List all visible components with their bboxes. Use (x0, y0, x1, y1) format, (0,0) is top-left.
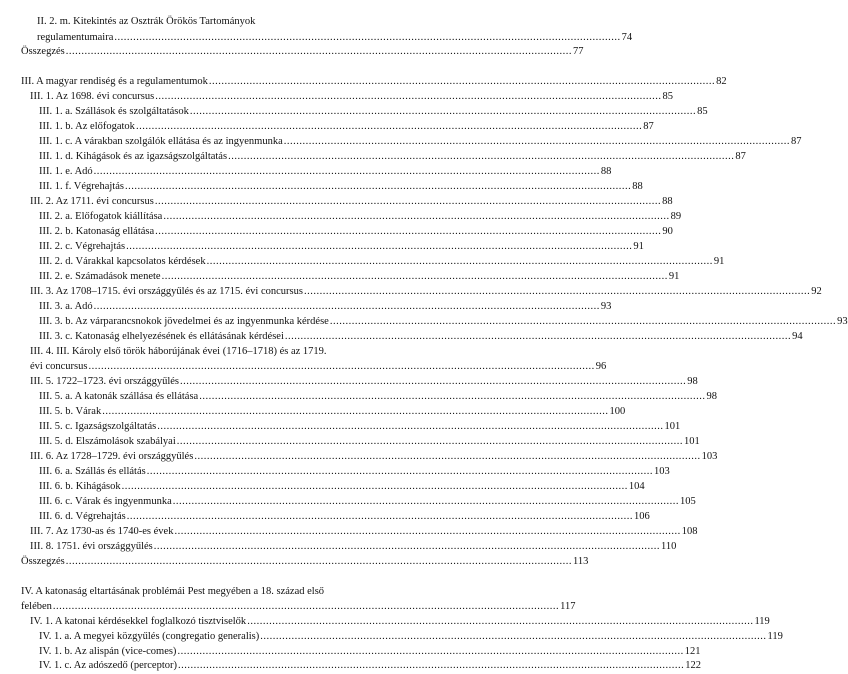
toc-entry-title: IV. A katonaság eltartásának problémái Pest megyében a 18. század első (21, 586, 325, 597)
toc-entry (0, 44, 584, 60)
toc-entry-page: 74 (621, 32, 633, 43)
toc-entry (0, 194, 673, 210)
toc-entry-title: IV. 1. b. Az alispán (vice-comes) (39, 646, 177, 657)
toc-entry (0, 149, 746, 165)
toc-leader-dots: .................................................................................................................................................................. (124, 181, 632, 192)
toc-entry-title: évi concursus (30, 361, 88, 372)
toc-leader-dots: .................................................................................................................................................................. (329, 316, 837, 327)
toc-entry (0, 119, 654, 135)
toc-leader-dots: .................................................................................................................................................................. (155, 91, 662, 102)
toc-leader-dots: .................................................................................................................................................................. (154, 196, 662, 207)
toc-leader-dots: .................................................................................................................................................................. (284, 331, 792, 342)
toc-entry (0, 224, 673, 240)
toc-leader-dots: .................................................................................................................................................................. (174, 526, 681, 537)
toc-leader-dots: .................................................................................................................................................................. (260, 631, 767, 642)
toc-leader-dots: .................................................................................................................................................................. (208, 76, 716, 87)
toc-leader-dots: .................................................................................................................................................................. (146, 466, 653, 477)
toc-entry (0, 104, 708, 120)
toc-entry-title: felében (21, 601, 52, 612)
toc-entry (0, 554, 589, 570)
toc-entry-title: III. A magyar rendiség és a regulamentumok (21, 76, 208, 87)
toc-entry-title: III. 1. f. Végrehajtás (39, 181, 124, 192)
toc-entry-title: III. 2. d. Várakkal kapcsolatos kérdések (39, 256, 206, 267)
toc-entry-page: 89 (670, 211, 682, 222)
toc-entry-title: III. 3. c. Katonaság elhelyezésének és ellátásának kérdései (39, 331, 284, 342)
toc-leader-dots: .................................................................................................................................................................. (176, 436, 683, 447)
toc-entry-title: III. 6. c. Várak és ingyenmunka (39, 496, 172, 507)
toc-entry-page: 91 (633, 241, 644, 252)
toc-entry (0, 14, 470, 30)
toc-entry (0, 269, 680, 285)
toc-entry-page: 85 (662, 91, 673, 102)
toc-entry-title: III. 5. d. Elszámolások szabályai (39, 436, 176, 447)
toc-leader-dots: .................................................................................................................................................................. (155, 226, 662, 237)
toc-leader-dots: .................................................................................................................................................................. (65, 46, 572, 57)
toc-leader-dots: .................................................................................................................................................................. (153, 541, 661, 552)
toc-entry-page: 103 (653, 466, 670, 477)
toc-leader-dots: .................................................................................................................................................................. (65, 556, 572, 567)
toc-leader-dots: .................................................................................................................................................................. (121, 481, 628, 492)
toc-entry (0, 344, 470, 360)
toc-entry-page: 119 (754, 616, 770, 627)
toc-entry-title: III. 3. Az 1708–1715. évi országgyűlés és az 1715. évi concursus (30, 286, 303, 297)
toc-entry (0, 599, 576, 615)
toc-entry-page: 92 (811, 286, 822, 297)
toc-entry-page: 88 (632, 181, 643, 192)
toc-leader-dots: .................................................................................................................................................................. (283, 136, 790, 147)
toc-leader-dots: .................................................................................................................................................................. (194, 451, 701, 462)
toc-entry (0, 479, 645, 495)
toc-entry-page: 103 (701, 451, 718, 462)
toc-entry (0, 89, 673, 105)
toc-entry-title: III. 5. b. Várak (39, 406, 102, 417)
toc-entry (0, 449, 718, 465)
toc-entry-page: 117 (560, 601, 576, 612)
toc-entry (0, 239, 644, 255)
toc-entry (0, 209, 682, 225)
toc-leader-dots: .................................................................................................................................................................. (157, 421, 664, 432)
toc-entry (0, 329, 803, 345)
toc-entry (0, 164, 612, 180)
toc-leader-dots: .................................................................................................................................................................. (247, 616, 754, 627)
toc-leader-dots: .................................................................................................................................................................. (161, 271, 668, 282)
toc-entry-title: III. 3. b. Az várparancsnokok jövedelmei és az ingyenmunka kérdése (39, 316, 329, 327)
toc-entry-title: III. 4. III. Károly első török háborújának évei (1716–1718) és az 1719. (30, 346, 327, 357)
toc-entry-page: 88 (662, 196, 673, 207)
toc-entry (0, 464, 670, 480)
toc-entry (0, 494, 696, 510)
toc-entry-page: 104 (628, 481, 645, 492)
toc-leader-dots: .................................................................................................................................................................. (178, 660, 685, 671)
toc-entry-page: 87 (735, 151, 746, 162)
toc-leader-dots: .................................................................................................................................................................. (93, 166, 600, 177)
toc-leader-dots: .................................................................................................................................................................. (228, 151, 735, 162)
toc-entry (0, 359, 607, 375)
toc-leader-dots: .................................................................................................................................................................. (126, 511, 633, 522)
toc-entry-page: 91 (668, 271, 680, 282)
toc-entry-page: 77 (572, 46, 584, 57)
toc-entry-page: 87 (643, 121, 654, 132)
toc-entry-page: 91 (713, 256, 725, 267)
toc-entry (0, 374, 698, 390)
toc-entry-page: 82 (716, 76, 727, 87)
toc-leader-dots: .................................................................................................................................................................. (126, 241, 633, 252)
toc-entry-page: 90 (662, 226, 673, 237)
toc-entry (0, 74, 727, 90)
toc-entry-title: Összegzés (21, 556, 65, 567)
toc-entry-title: III. 8. 1751. évi országgyűlés (30, 541, 153, 552)
toc-entry-title: III. 1. Az 1698. évi concursus (30, 91, 155, 102)
toc-entry-page: 88 (600, 166, 612, 177)
toc-entry-page: 98 (687, 376, 698, 387)
toc-entry (0, 389, 717, 405)
toc-entry (0, 524, 698, 540)
toc-leader-dots: .................................................................................................................................................................. (206, 256, 713, 267)
toc-entry-page: 110 (661, 541, 677, 552)
toc-entry-title: III. 5. 1722–1723. évi országgyűlés (30, 376, 180, 387)
toc-leader-dots: .................................................................................................................................................................. (199, 391, 706, 402)
toc-entry-title: III. 6. b. Kihágások (39, 481, 121, 492)
toc-entry-title: III. 2. b. Katonaság ellátása (39, 226, 155, 237)
toc-leader-dots: .................................................................................................................................................................. (52, 601, 560, 612)
toc-entry-title: III. 5. a. A katonák szállása és ellátása (39, 391, 199, 402)
toc-entry-page: 101 (664, 421, 681, 432)
toc-entry-page: 122 (685, 660, 702, 671)
toc-entry-page: 105 (680, 496, 696, 507)
toc-leader-dots: .................................................................................................................................................................. (303, 286, 811, 297)
toc-entry (0, 614, 770, 630)
toc-leader-dots: .................................................................................................................................................................. (88, 361, 595, 372)
toc-entry-page: 100 (609, 406, 626, 417)
toc-entry-page: 94 (792, 331, 803, 342)
toc-entry-title: IV. 1. c. Az adószedő (perceptor) (39, 660, 178, 671)
toc-entry-page: 119 (767, 631, 783, 642)
toc-entry (0, 254, 725, 270)
toc-entry-title: II. 2. m. Kitekintés az Osztrák Örökös Tartományok (37, 16, 256, 27)
toc-entry-page: 96 (595, 361, 607, 372)
toc-entry (0, 509, 650, 525)
toc-entry (0, 658, 702, 674)
toc-entry-title: III. 1. c. A várakban szolgálók ellátása és az ingyenmunka (39, 136, 283, 147)
toc-leader-dots: .................................................................................................................................................................. (177, 646, 684, 657)
toc-entry (0, 404, 626, 420)
toc-entry-page: 93 (837, 316, 848, 327)
toc-entry-title: III. 1. e. Adó (39, 166, 93, 177)
toc-entry-page: 113 (572, 556, 589, 567)
toc-entry-title: III. 6. a. Szállás és ellátás (39, 466, 146, 477)
toc-entry-page: 106 (633, 511, 650, 522)
toc-entry-title: IV. 1. A katonai kérdésekkel foglalkozó tisztviselők (30, 616, 247, 627)
toc-entry-page: 87 (791, 136, 802, 147)
toc-entry (0, 134, 802, 150)
toc-entry-title: III. 1. b. Az előfogatok (39, 121, 135, 132)
toc-entry-title: III. 3. a. Adó (39, 301, 93, 312)
toc-entry-title: III. 6. d. Végrehajtás (39, 511, 126, 522)
toc-entry-title: III. 2. Az 1711. évi concursus (30, 196, 154, 207)
toc-entry-title: III. 7. Az 1730-as és 1740-es évek (30, 526, 174, 537)
toc-entry-title: III. 6. Az 1728–1729. évi országgyűlés (30, 451, 194, 462)
toc-leader-dots: .................................................................................................................................................................. (93, 301, 600, 312)
toc-entry (0, 314, 848, 330)
toc-entry-title: III. 2. a. Előfogatok kiállítása (39, 211, 163, 222)
toc-entry-title: III. 1. a. Szállások és szolgáltatások (39, 106, 189, 117)
toc-entry (0, 584, 470, 600)
toc-entry-title: IV. 1. a. A megyei közgyűlés (congregatio generalis) (39, 631, 260, 642)
toc-leader-dots: .................................................................................................................................................................. (163, 211, 670, 222)
toc-entry (0, 419, 681, 435)
toc-entry (0, 299, 612, 315)
toc-leader-dots: .................................................................................................................................................................. (172, 496, 680, 507)
toc-entry-title: III. 2. c. Végrehajtás (39, 241, 126, 252)
toc-leader-dots: .................................................................................................................................................................. (102, 406, 609, 417)
toc-leader-dots: .................................................................................................................................................................. (135, 121, 643, 132)
toc-entry-page: 121 (684, 646, 701, 657)
toc-entry-page: 85 (697, 106, 708, 117)
toc-entry-title: III. 1. d. Kihágások és az igazságszolgáltatás (39, 151, 228, 162)
toc-entry-page: 98 (706, 391, 717, 402)
toc-entry (0, 629, 783, 645)
toc-entry-title: Összegzés (21, 46, 65, 57)
toc-entry-title: III. 5. c. Igazságszolgáltatás (39, 421, 157, 432)
toc-entry (0, 539, 677, 555)
toc-entry-page: 93 (600, 301, 612, 312)
toc-entry (0, 434, 700, 450)
toc-entry-page: 108 (681, 526, 698, 537)
toc-entry (0, 179, 643, 195)
toc-leader-dots: .................................................................................................................................................................. (114, 32, 621, 43)
toc-entry-title: III. 2. e. Számadások menete (39, 271, 161, 282)
toc-entry-title: regulamentumaira (37, 32, 114, 43)
toc-entry-page: 101 (684, 436, 700, 447)
toc-leader-dots: .................................................................................................................................................................. (189, 106, 697, 117)
toc-leader-dots: .................................................................................................................................................................. (180, 376, 687, 387)
toc-entry (0, 284, 822, 300)
